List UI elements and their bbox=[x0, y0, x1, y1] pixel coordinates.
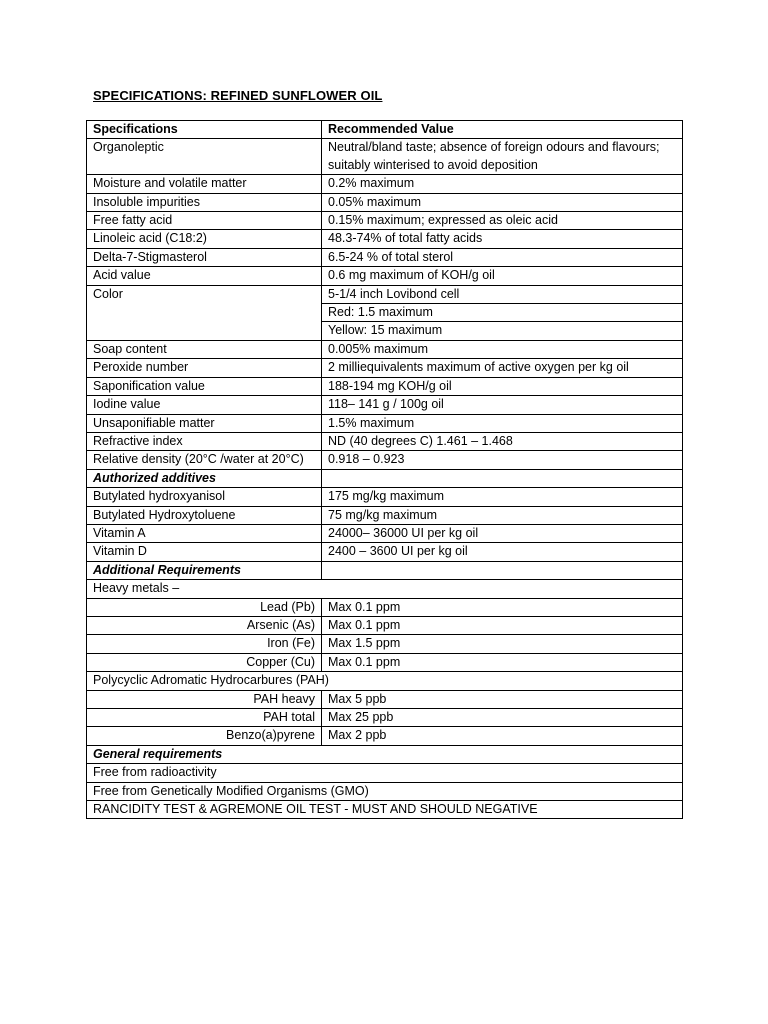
spec-label: PAH heavy bbox=[87, 690, 322, 708]
spec-label: Butylated Hydroxytoluene bbox=[87, 506, 322, 524]
spec-label: Relative density (20°C /water at 20°C) bbox=[87, 451, 322, 469]
spec-value: 188-194 mg KOH/g oil bbox=[322, 377, 683, 395]
pah-label: Polycyclic Adromatic Hydrocarbures (PAH) bbox=[87, 672, 683, 690]
spec-label: PAH total bbox=[87, 709, 322, 727]
table-row bbox=[87, 764, 683, 782]
spec-label: Copper (Cu) bbox=[87, 653, 322, 671]
specifications-table bbox=[86, 120, 683, 819]
table-row bbox=[87, 451, 683, 469]
spec-label: Lead (Pb) bbox=[87, 598, 322, 616]
spec-value: Neutral/bland taste; absence of foreign odours and flavours; suitably winterised to avoid deposition bbox=[322, 139, 683, 175]
heavy-metals-label: Heavy metals – bbox=[87, 580, 683, 598]
table-row bbox=[87, 727, 683, 745]
section-heading-authorized-additives: Authorized additives bbox=[87, 469, 322, 487]
table-row bbox=[87, 690, 683, 708]
empty-cell bbox=[322, 469, 683, 487]
spec-label: Delta-7-Stigmasterol bbox=[87, 248, 322, 266]
spec-value: Red: 1.5 maximum bbox=[322, 304, 683, 322]
spec-value: 5-1/4 inch Lovibond cell bbox=[322, 285, 683, 303]
spec-value: 0.005% maximum bbox=[322, 340, 683, 358]
spec-label: Linoleic acid (C18:2) bbox=[87, 230, 322, 248]
header-specifications: Specifications bbox=[87, 121, 322, 139]
spec-value: Max 25 ppb bbox=[322, 709, 683, 727]
table-row bbox=[87, 782, 683, 800]
spec-value: 1.5% maximum bbox=[322, 414, 683, 432]
general-requirement: Free from radioactivity bbox=[87, 764, 683, 782]
table-row bbox=[87, 506, 683, 524]
table-row bbox=[87, 543, 683, 561]
section-heading-additional-requirements: Additional Requirements bbox=[87, 561, 322, 579]
spec-value: Max 0.1 ppm bbox=[322, 616, 683, 634]
table-row bbox=[87, 359, 683, 377]
spec-value: Yellow: 15 maximum bbox=[322, 322, 683, 340]
table-row bbox=[87, 635, 683, 653]
spec-value: 6.5-24 % of total sterol bbox=[322, 248, 683, 266]
spec-label: Color bbox=[87, 285, 322, 340]
spec-label: Free fatty acid bbox=[87, 212, 322, 230]
spec-value: 2 milliequivalents maximum of active oxygen per kg oil bbox=[322, 359, 683, 377]
spec-label: Iodine value bbox=[87, 396, 322, 414]
table-row bbox=[87, 580, 683, 598]
table-row bbox=[87, 524, 683, 542]
spec-value: 0.15% maximum; expressed as oleic acid bbox=[322, 212, 683, 230]
spec-value: 48.3-74% of total fatty acids bbox=[322, 230, 683, 248]
spec-label: Iron (Fe) bbox=[87, 635, 322, 653]
spec-value: 0.05% maximum bbox=[322, 193, 683, 211]
spec-label: Unsaponifiable matter bbox=[87, 414, 322, 432]
table-row bbox=[87, 488, 683, 506]
table-row bbox=[87, 267, 683, 285]
spec-label: Refractive index bbox=[87, 432, 322, 450]
table-row bbox=[87, 616, 683, 634]
spec-value: Max 5 ppb bbox=[322, 690, 683, 708]
spec-value: 0.2% maximum bbox=[322, 175, 683, 193]
table-row bbox=[87, 139, 683, 175]
header-recommended-value: Recommended Value bbox=[322, 121, 683, 139]
table-row bbox=[87, 193, 683, 211]
table-row bbox=[87, 598, 683, 616]
spec-label: Saponification value bbox=[87, 377, 322, 395]
spec-value: 2400 – 3600 UI per kg oil bbox=[322, 543, 683, 561]
spec-label: Vitamin A bbox=[87, 524, 322, 542]
spec-value: Max 1.5 ppm bbox=[322, 635, 683, 653]
table-row bbox=[87, 230, 683, 248]
table-row bbox=[87, 414, 683, 432]
spec-value: Max 2 ppb bbox=[322, 727, 683, 745]
spec-value: 118– 141 g / 100g oil bbox=[322, 396, 683, 414]
table-row bbox=[87, 801, 683, 819]
spec-label: Arsenic (As) bbox=[87, 616, 322, 634]
section-row bbox=[87, 469, 683, 487]
spec-value: 0.6 mg maximum of KOH/g oil bbox=[322, 267, 683, 285]
table-row bbox=[87, 396, 683, 414]
section-row bbox=[87, 561, 683, 579]
table-row bbox=[87, 285, 683, 303]
table-row bbox=[87, 709, 683, 727]
spec-label: Insoluble impurities bbox=[87, 193, 322, 211]
spec-label: Organoleptic bbox=[87, 139, 322, 175]
spec-label: Moisture and volatile matter bbox=[87, 175, 322, 193]
table-row bbox=[87, 175, 683, 193]
spec-label: Soap content bbox=[87, 340, 322, 358]
table-row bbox=[87, 377, 683, 395]
spec-value: Max 0.1 ppm bbox=[322, 653, 683, 671]
table-row bbox=[87, 432, 683, 450]
spec-value: ND (40 degrees C) 1.461 – 1.468 bbox=[322, 432, 683, 450]
spec-label: Peroxide number bbox=[87, 359, 322, 377]
spec-label: Acid value bbox=[87, 267, 322, 285]
table-header-row bbox=[87, 121, 683, 139]
table-row bbox=[87, 340, 683, 358]
general-requirement: RANCIDITY TEST & AGREMONE OIL TEST - MUST AND SHOULD NEGATIVE bbox=[87, 801, 683, 819]
spec-value: Max 0.1 ppm bbox=[322, 598, 683, 616]
spec-value: 24000– 36000 UI per kg oil bbox=[322, 524, 683, 542]
spec-value: 0.918 – 0.923 bbox=[322, 451, 683, 469]
document-title: SPECIFICATIONS: REFINED SUNFLOWER OIL bbox=[93, 88, 383, 103]
table-row bbox=[87, 653, 683, 671]
table-row bbox=[87, 248, 683, 266]
general-requirement: Free from Genetically Modified Organisms (GMO) bbox=[87, 782, 683, 800]
section-row bbox=[87, 745, 683, 763]
spec-label: Vitamin D bbox=[87, 543, 322, 561]
table-row bbox=[87, 672, 683, 690]
spec-value: 175 mg/kg maximum bbox=[322, 488, 683, 506]
spec-value: 75 mg/kg maximum bbox=[322, 506, 683, 524]
table-row bbox=[87, 212, 683, 230]
section-heading-general-requirements: General requirements bbox=[87, 745, 683, 763]
empty-cell bbox=[322, 561, 683, 579]
spec-label: Benzo(a)pyrene bbox=[87, 727, 322, 745]
spec-label: Butylated hydroxyanisol bbox=[87, 488, 322, 506]
